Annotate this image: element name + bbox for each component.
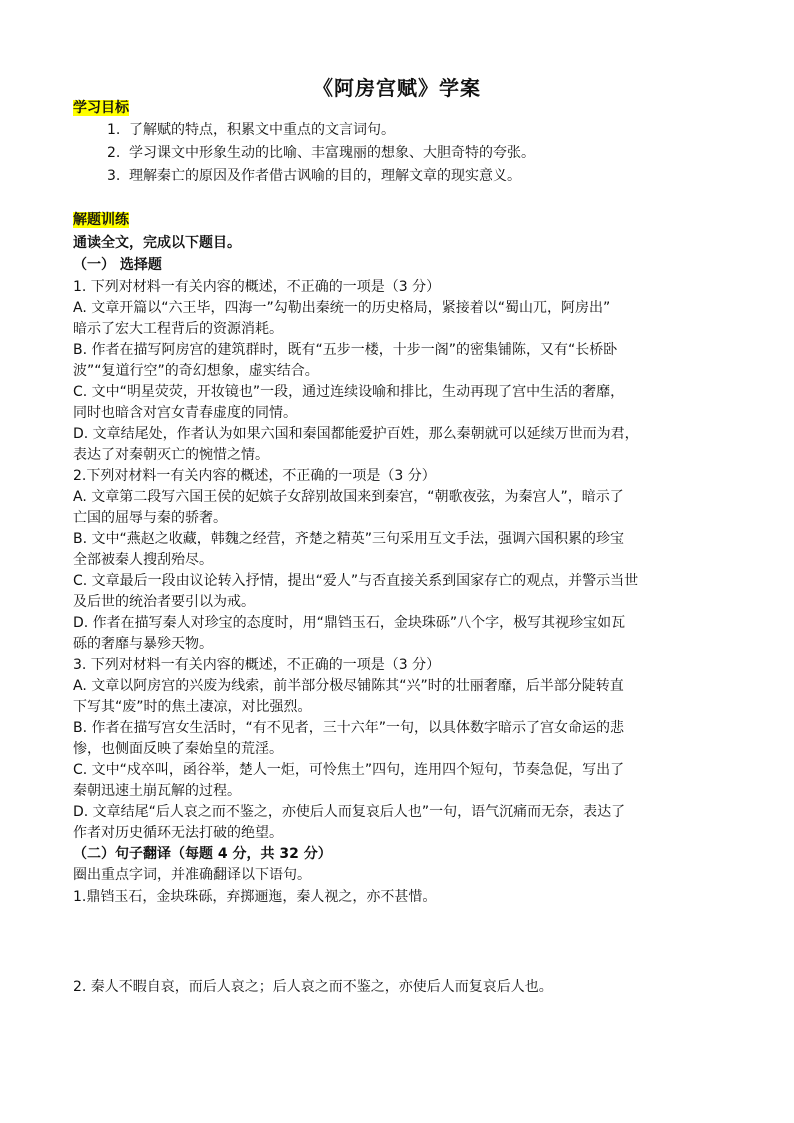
- q3-option-a-cont: 下写其“废”时的焦土凄凉，对比强烈。: [73, 699, 312, 715]
- q1-option-d: D. 文章结尾处，作者认为如果六国和秦国都能爱护百姓，那么秦朝就可以延续万世而为君，: [73, 426, 639, 442]
- q2-option-c-cont: 及后世的统治者要引以为戒。: [73, 594, 255, 610]
- q1-option-d-cont: 表达了对秦朝灭亡的惋惜之情。: [73, 447, 269, 463]
- q2-option-a-cont: 亡国的屈辱与秦的骄奢。: [73, 510, 227, 526]
- question-3-stem: 3. 下列对材料一有关内容的概述，不正确的一项是（3 分）: [73, 657, 441, 673]
- training-heading-row: [73, 210, 733, 230]
- q3-option-d: D. 文章结尾“后人哀之而不鉴之，亦使后人而复哀后人也”一句，语气沉痛而无奈，表达了: [73, 804, 626, 820]
- q1-option-c: C. 文中“明星荧荧，开妆镜也”一段，通过连续设喻和排比，生动再现了宫中生活的奢靡，: [73, 384, 625, 400]
- translation-item-1: 1.鼎铛玉石，金块珠砾，弃掷逦迤，秦人视之，亦不甚惜。: [73, 889, 437, 905]
- q1-option-b: B. 作者在描写阿房宫的建筑群时，既有“五步一楼，十步一阁”的密集铺陈，又有“长桥卧: [73, 342, 618, 358]
- objectives-heading: 学习目标: [73, 100, 129, 116]
- q2-option-b: B. 文中“燕赵之收藏，韩魏之经营，齐楚之精英”三句采用互文手法，强调六国积累的珍宝: [73, 531, 625, 547]
- objectives-heading-row: [73, 98, 733, 118]
- objective-item: 1. 了解赋的特点，积累文中重点的文言词句。: [107, 122, 395, 138]
- translation-instruction: 圈出重点字词，并准确翻译以下语句。: [73, 867, 311, 883]
- objective-item: 2. 学习课文中形象生动的比喻、丰富瑰丽的想象、大胆奇特的夸张。: [107, 145, 535, 161]
- q2-option-d-cont: 砾的奢靡与暴殄天物。: [73, 636, 213, 652]
- objective-item: 3. 理解秦亡的原因及作者借古讽喻的目的，理解文章的现实意义。: [107, 168, 521, 184]
- q1-option-b-cont: 波”“复道行空”的奇幻想象，虚实结合。: [73, 363, 319, 379]
- section-choice-heading: （一） 选择题: [73, 257, 162, 273]
- q1-option-a: A. 文章开篇以“六王毕，四海一”勾勒出秦统一的历史格局，紧接着以“蜀山兀，阿房出”: [73, 300, 611, 316]
- question-2-stem: 2.下列对材料一有关内容的概述，不正确的一项是（3 分）: [73, 468, 436, 484]
- section-translation-heading: （二）句子翻译（每题 4 分，共 32 分）: [73, 846, 332, 862]
- translation-item-2: 2. 秦人不暇自哀，而后人哀之；后人哀之而不鉴之，亦使后人而复哀后人也。: [73, 979, 553, 995]
- q2-option-a: A. 文章第二段写六国王侯的妃嫔子女辞别故国来到秦宫，“朝歌夜弦，为秦宫人”，暗示了: [73, 489, 624, 505]
- training-instruction: 通读全文，完成以下题目。: [73, 235, 241, 251]
- q2-option-d: D. 作者在描写秦人对珍宝的态度时，用“鼎铛玉石，金块珠砾”八个字，极写其视珍宝如瓦: [73, 615, 626, 631]
- q3-option-d-cont: 作者对历史循环无法打破的绝望。: [73, 825, 283, 841]
- q3-option-c: C. 文中“戍卒叫，函谷举，楚人一炬，可怜焦土”四句，连用四个短句，节奏急促，写出了: [73, 762, 625, 778]
- q3-option-c-cont: 秦朝迅速土崩瓦解的过程。: [73, 783, 241, 799]
- training-heading: 解题训练: [73, 212, 129, 228]
- page-title: 《阿房宫赋》学案: [313, 76, 481, 100]
- q3-option-b: B. 作者在描写宫女生活时，“有不见者，三十六年”一句，以具体数字暗示了宫女命运的悲: [73, 720, 625, 736]
- q2-option-c: C. 文章最后一段由议论转入抒情，提出“爱人”与否直接关系到国家存亡的观点，并警示当世: [73, 573, 639, 589]
- q1-option-c-cont: 同时也暗含对宫女青春虚度的同情。: [73, 405, 297, 421]
- q1-option-a-cont: 暗示了宏大工程背后的资源消耗。: [73, 321, 283, 337]
- q2-option-b-cont: 全部被秦人搜刮殆尽。: [73, 552, 213, 568]
- question-1-stem: 1. 下列对材料一有关内容的概述，不正确的一项是（3 分）: [73, 279, 441, 295]
- q3-option-b-cont: 惨，也侧面反映了秦始皇的荒淫。: [73, 741, 283, 757]
- q3-option-a: A. 文章以阿房宫的兴废为线索，前半部分极尽铺陈其“兴”时的壮丽奢靡，后半部分陡转直: [73, 678, 624, 694]
